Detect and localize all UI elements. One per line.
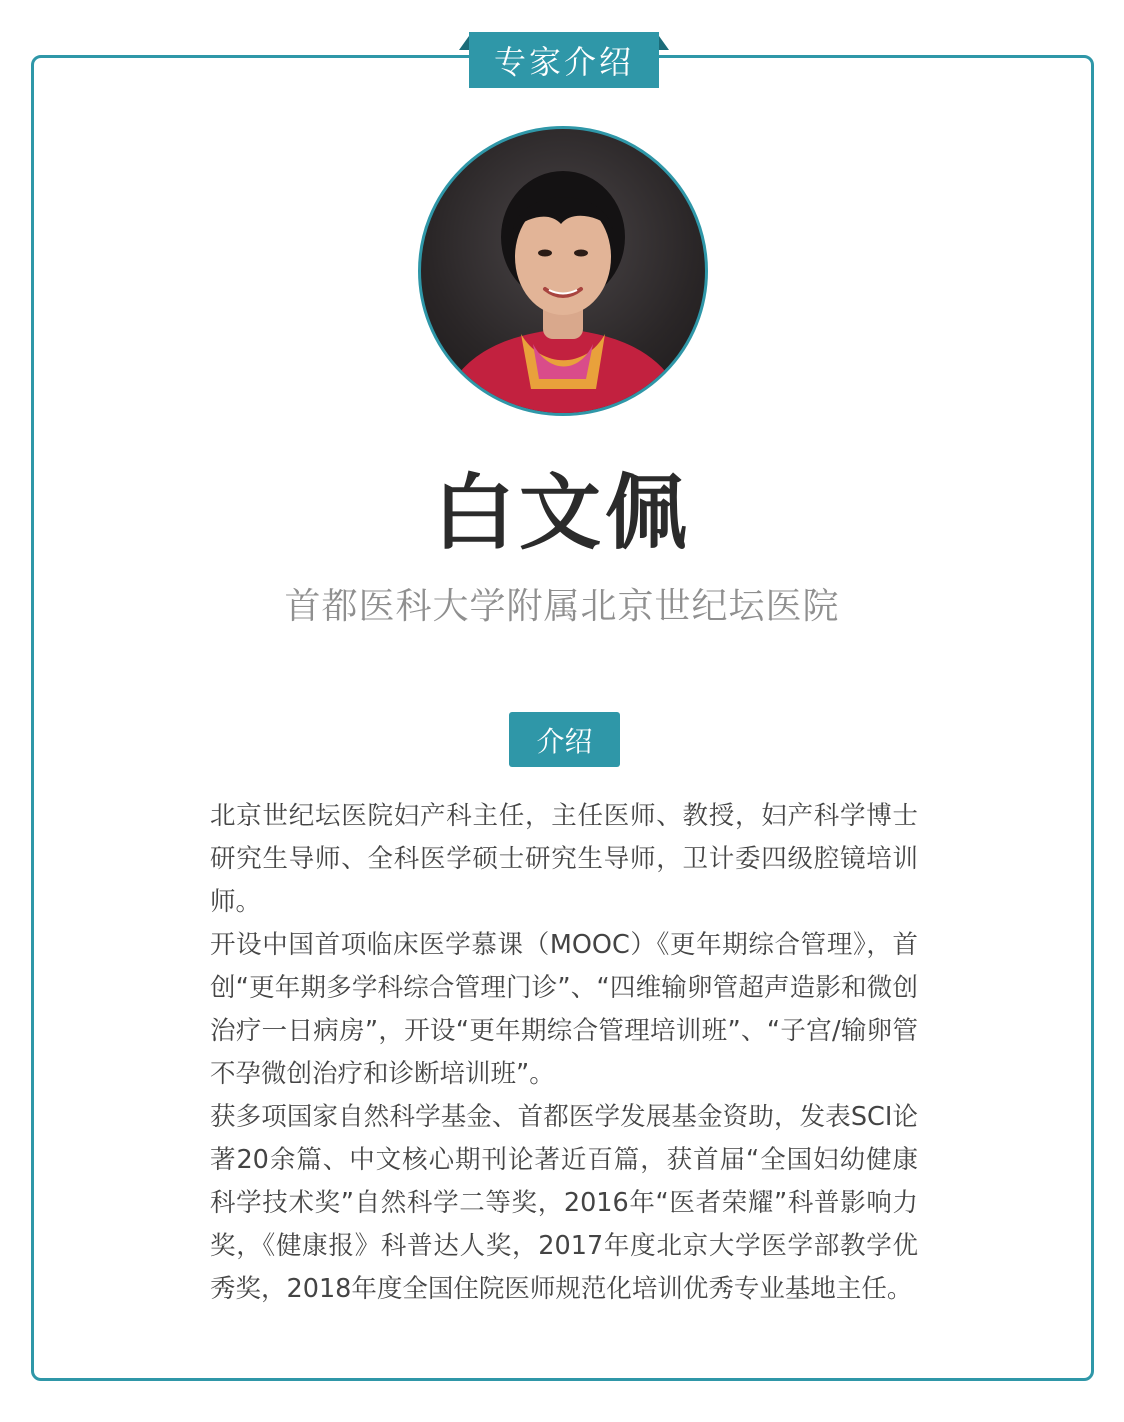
section-title-tab <box>469 32 659 88</box>
intro-label: 介绍 <box>509 712 620 767</box>
bio-paragraph: 北京世纪坛医院妇产科主任，主任医师、教授，妇产科学博士研究生导师、全科医学硕士研究生导师，卫计委四级腔镜培训师。 <box>210 801 918 917</box>
section-title: 专家介绍 <box>469 32 659 88</box>
expert-name: 白文佩 <box>432 465 691 561</box>
ribbon-fold-left <box>459 36 469 50</box>
ribbon-fold-right <box>659 36 669 50</box>
portrait-illustration <box>421 129 705 413</box>
expert-portrait <box>418 126 708 416</box>
bio-paragraph: 开设中国首项临床医学慕课（MOOC）《更年期综合管理》，首创“更年期多学科综合管理门诊”、“四维输卵管超声造影和微创治疗一日病房”，开设“更年期综合管理培训班”、“子宫/输卵管不孕微创治疗和诊断培训班”。 <box>210 930 918 1089</box>
intro-text <box>210 795 918 1311</box>
bio-paragraph: 获多项国家自然科学基金、首都医学发展基金资助，发表SCI论著20余篇、中文核心期刊论著近百篇，获首届“全国妇幼健康科学技术奖”自然科学二等奖，2016年“医者荣耀”科普影响力奖，《健康报》科普达人奖，2017年度北京大学医学部教学优秀奖，2018年度全国住院医师规范化培训优秀专业基地主任。 <box>210 1102 918 1304</box>
expert-hospital: 首都医科大学附属北京世纪坛医院 <box>284 586 840 627</box>
